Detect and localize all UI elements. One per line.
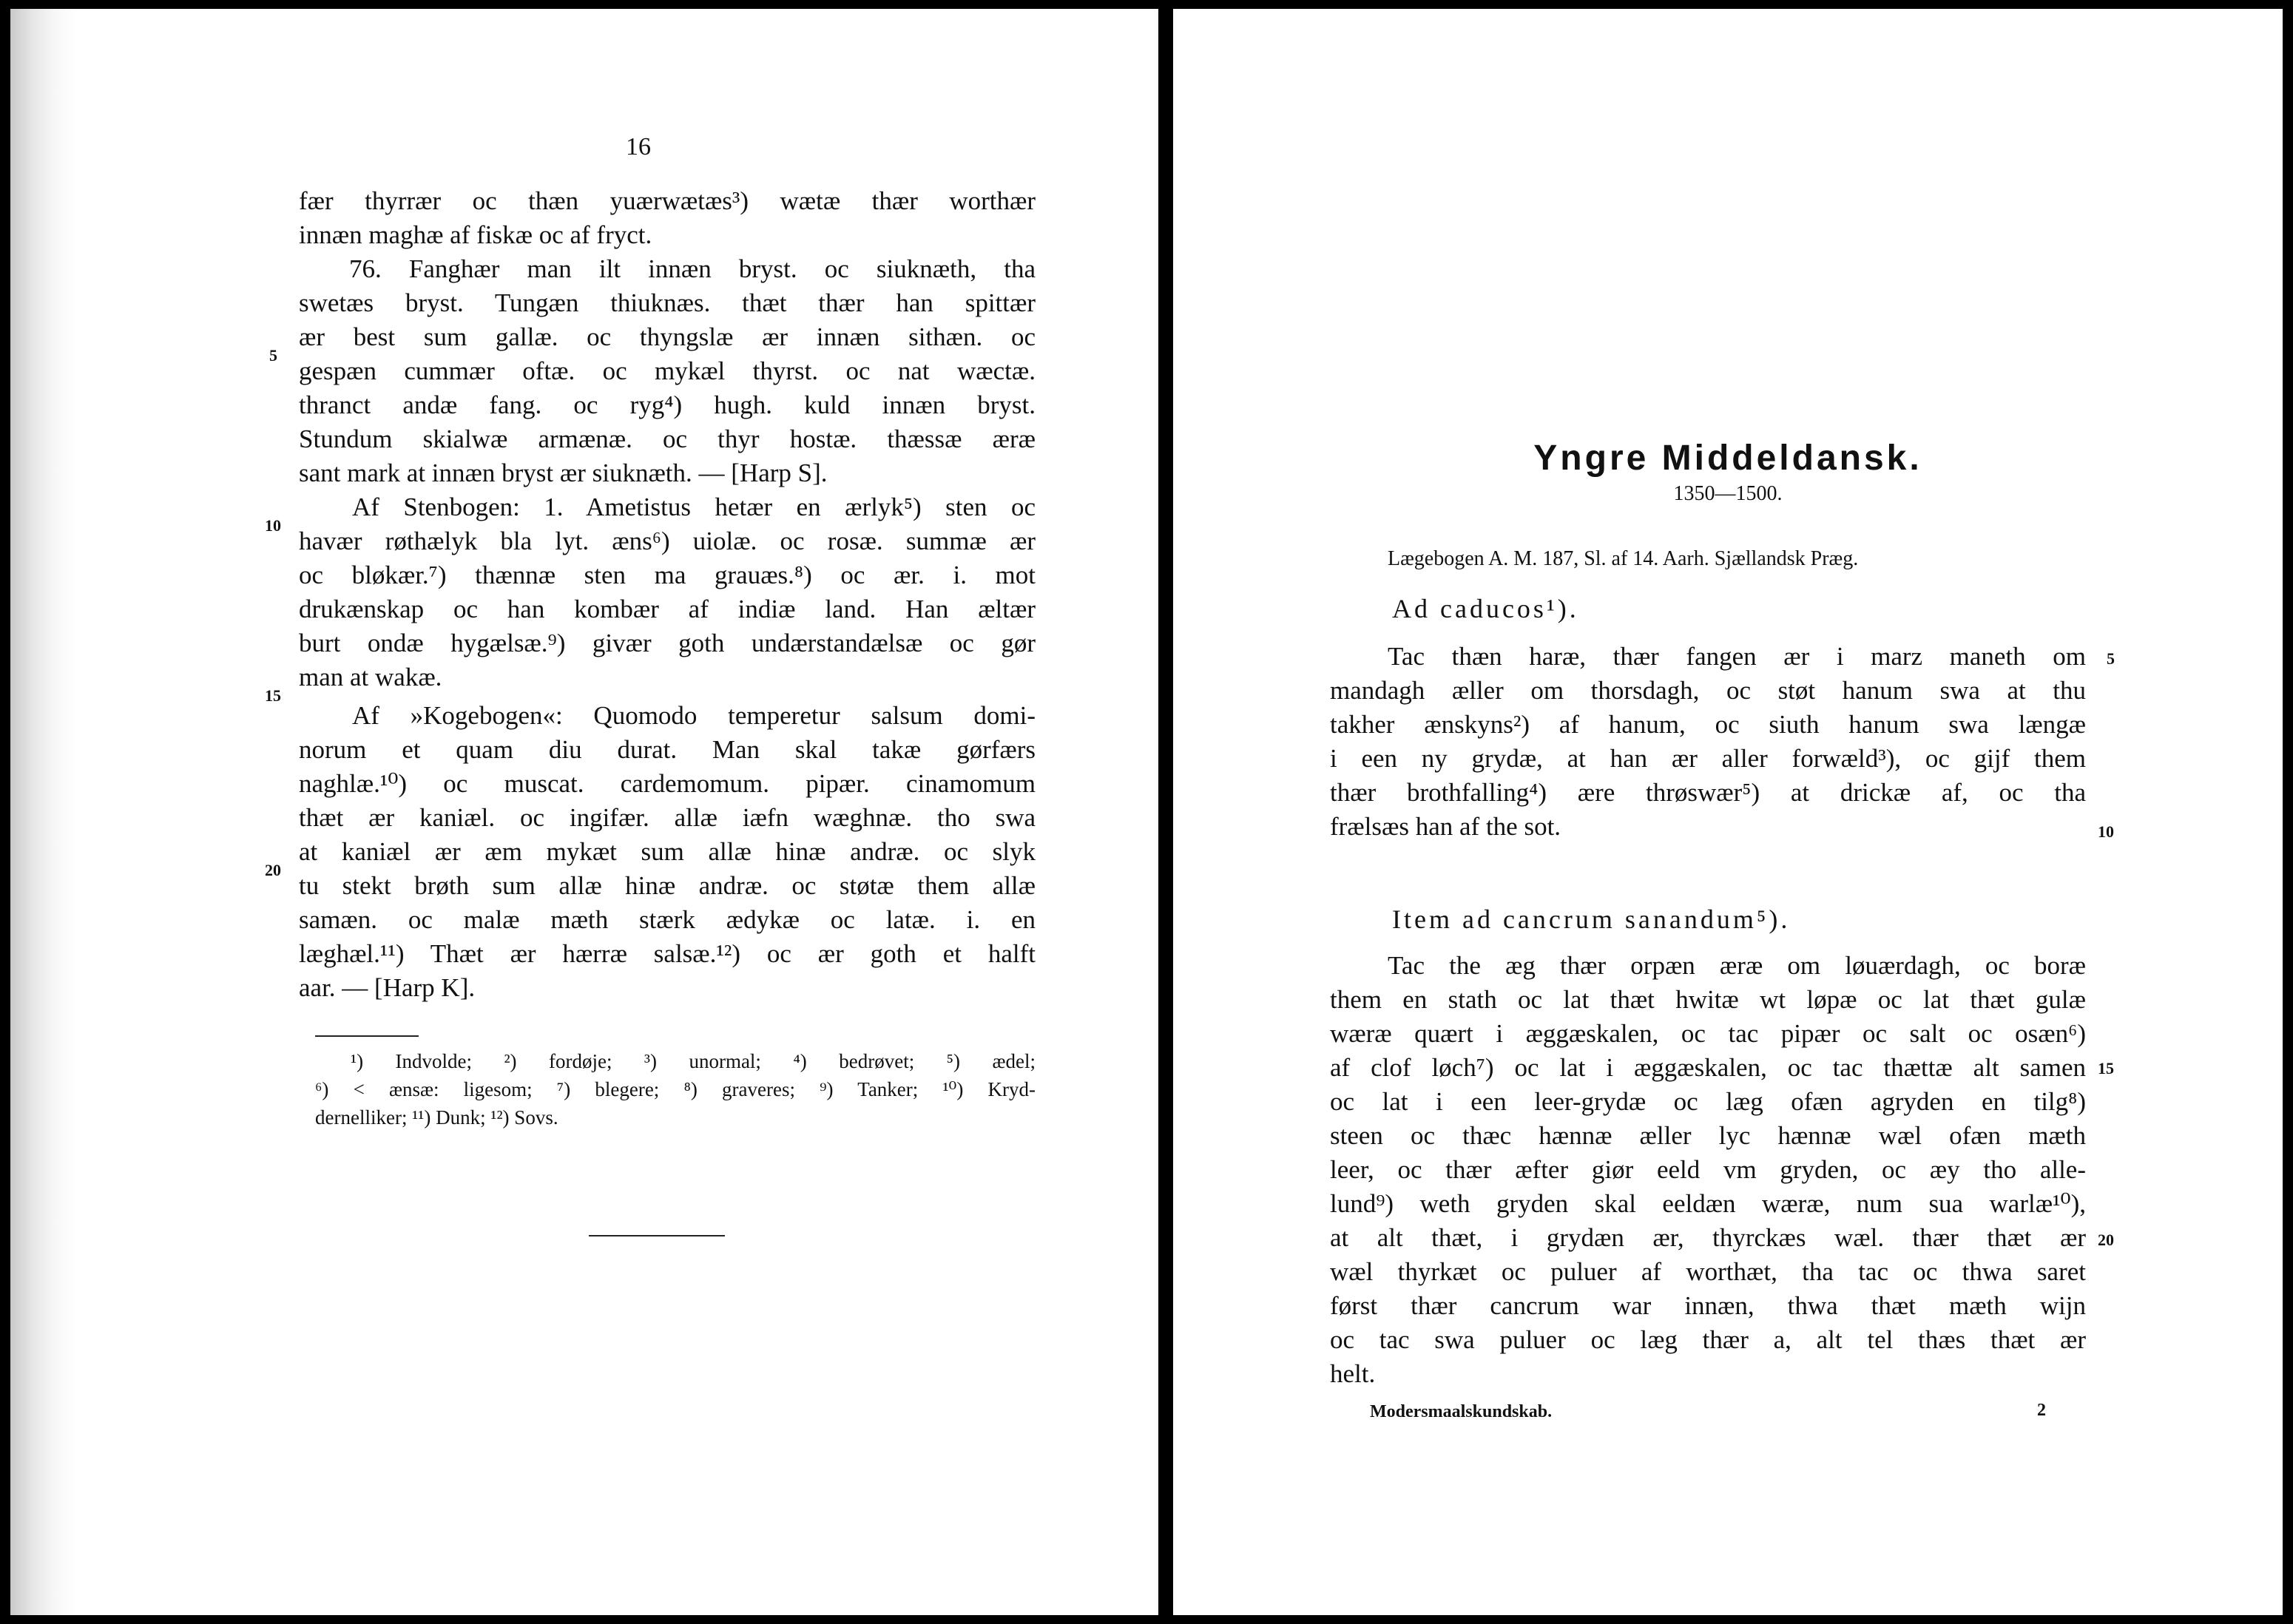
text-line: 76. Fanghær man ilt innæn bryst. oc siuknæth, tha xyxy=(349,254,1036,283)
text-line: oc lat i een leer-grydæ oc læg ofæn agryden en tilg⁸) xyxy=(1330,1087,2086,1116)
text-line: steen oc thæc hænnæ æller lyc hænnæ wæl ofæn mæth xyxy=(1330,1121,2086,1150)
line-number: 10 xyxy=(2098,822,2114,841)
line-number: 15 xyxy=(2098,1059,2114,1077)
text-line: takher ænskyns²) af hanum, oc siuth hanum swa længæ xyxy=(1330,710,2086,739)
footnote-line: dernelliker; ¹¹) Dunk; ¹²) Sovs. xyxy=(315,1106,558,1129)
text-line: wæl thyrkæt oc puluer af worthæt, tha tac oc thwa saret xyxy=(1330,1257,2086,1286)
text-line: man at wakæ. xyxy=(299,663,442,691)
heading-ad-caducos: Ad caducos¹). xyxy=(1392,594,1579,623)
text-line: sant mark at innæn bryst ær siuknæth. — [Harp S]. xyxy=(299,459,828,487)
footnote-separator xyxy=(315,1035,419,1037)
text-line: samæn. oc malæ mæth stærk ædykæ oc latæ. i. en xyxy=(299,905,1036,934)
text-line: at alt thæt, i grydæn ær, thyrckæs wæl. thær thæt ær xyxy=(1330,1223,2086,1252)
text-line: innæn maghæ af fiskæ oc af fryct. xyxy=(299,220,652,249)
text-line: ær best sum gallæ. oc thyngslæ ær innæn sithæn. oc xyxy=(299,322,1036,351)
text-line: thranct andæ fang. oc ryg⁴) hugh. kuld innæn bryst. xyxy=(299,390,1036,419)
text-line: naghlæ.¹⁰) oc muscat. cardemomum. pipær. cinamomum xyxy=(299,769,1036,798)
line-number: 5 xyxy=(2107,649,2115,668)
period-years: 1350—1500. xyxy=(1673,482,1783,505)
end-rule xyxy=(589,1235,725,1236)
text-line: leer, oc thær æfter giør eeld vm gryden, oc æy tho alle- xyxy=(1330,1155,2086,1184)
footnote-line: ¹) Indvolde; ²) fordøje; ³) unormal; ⁴) bedrøvet; ⁵) ædel; xyxy=(351,1050,1036,1072)
line-number: 20 xyxy=(265,861,281,879)
signature-mark: 2 xyxy=(2037,1401,2046,1420)
text-line: swetæs bryst. Tungæn thiuknæs. thæt thær han spittær xyxy=(299,288,1036,317)
heading-item-ad-cancrum: Item ad cancrum sanandum⁵). xyxy=(1392,904,1791,934)
right-page xyxy=(1173,9,2283,1615)
text-line: først thær cancrum war innæn, thwa thæt mæth wijn xyxy=(1330,1291,2086,1320)
text-line: tu stekt brøth sum allæ hinæ andræ. oc støtæ them allæ xyxy=(299,871,1036,900)
text-line: burt ondæ hygælsæ.⁹) givær goth undærstandælsæ oc gør xyxy=(299,629,1036,657)
footnote-line: ⁶) < ænsæ: ligesom; ⁷) blegere; ⁸) graveres; ⁹) Tanker; ¹⁰) Kryd- xyxy=(315,1078,1036,1100)
text-line: fær thyrrær oc thæn yuærwætæs³) wætæ thær worthær xyxy=(299,186,1036,215)
text-line: frælsæs han af the sot. xyxy=(1330,812,1561,841)
text-line: mandagh æller om thorsdagh, oc støt hanum swa at thu xyxy=(1330,676,2086,705)
source-line: Lægebogen A. M. 187, Sl. af 14. Aarh. Sjællandsk Præg. xyxy=(1388,547,1859,570)
text-line: havær røthælyk bla lyt. æns⁶) uiolæ. oc rosæ. summæ ær xyxy=(299,527,1036,555)
text-line: drukænskap oc han kombær af indiæ land. Han æltær xyxy=(299,595,1036,623)
text-line: oc tac swa puluer oc læg thær a, alt tel thæs thæt ær xyxy=(1330,1325,2086,1354)
text-line: aar. — [Harp K]. xyxy=(299,973,476,1002)
line-number: 10 xyxy=(265,516,281,535)
text-line: Stundum skialwæ armænæ. oc thyr hostæ. thæssæ æræ xyxy=(299,424,1036,453)
text-line: Tac the æg thær orpæn æræ om løuærdagh, oc boræ xyxy=(1388,951,2086,980)
text-line: thæt ær kaniæl. oc ingifær. allæ iæfn wæghnæ. tho swa xyxy=(299,803,1036,832)
page-number: 16 xyxy=(626,133,651,160)
printer-signature: Modersmaalskundskab. xyxy=(1370,1402,1553,1421)
text-line: helt. xyxy=(1330,1359,1376,1388)
text-line: at kaniæl ær æm mykæt sum allæ hinæ andræ. oc slyk xyxy=(299,837,1036,866)
text-line: Tac thæn haræ, thær fangen ær i marz maneth om xyxy=(1388,642,2086,671)
line-number: 5 xyxy=(269,346,277,365)
text-line: lund⁹) weth gryden skal eeldæn wæræ, num sua warlæ¹⁰), xyxy=(1330,1189,2086,1218)
text-line: Af »Kogebogen«: Quomodo temperetur salsum domi- xyxy=(352,701,1036,730)
line-number: 15 xyxy=(265,686,281,705)
text-line: wæræ quært i æggæskalen, oc tac pipær oc salt oc osæn⁶) xyxy=(1330,1019,2086,1048)
text-line: læghæl.¹¹) Thæt ær hærræ salsæ.¹²) oc ær goth et halft xyxy=(299,939,1036,968)
text-line: af clof løch⁷) oc lat i æggæskalen, oc tac thættæ alt samen xyxy=(1330,1053,2086,1082)
text-line: gespæn cummær oftæ. oc mykæl thyrst. oc nat wæctæ. xyxy=(299,356,1036,385)
text-line: Af Stenbogen: 1. Ametistus hetær en ærlyk⁵) sten oc xyxy=(352,493,1036,521)
text-line: norum et quam diu durat. Man skal takæ gørfærs xyxy=(299,735,1036,764)
binding-shadow xyxy=(10,9,77,1615)
section-title: Yngre Middeldansk. xyxy=(1533,439,1922,478)
text-line: them en stath oc lat thæt hwitæ wt løpæ oc lat thæt gulæ xyxy=(1330,985,2086,1014)
line-number: 20 xyxy=(2098,1231,2114,1249)
left-page xyxy=(10,9,1158,1615)
text-line: i een ny grydæ, at han ær aller forwæld³), oc gijf them xyxy=(1330,744,2086,773)
text-line: oc bløkær.⁷) thænnæ sten ma grauæs.⁸) oc ær. i. mot xyxy=(299,561,1036,589)
text-line: thær brothfalling⁴) ære thrøswær⁵) at drickæ af, oc tha xyxy=(1330,778,2086,807)
